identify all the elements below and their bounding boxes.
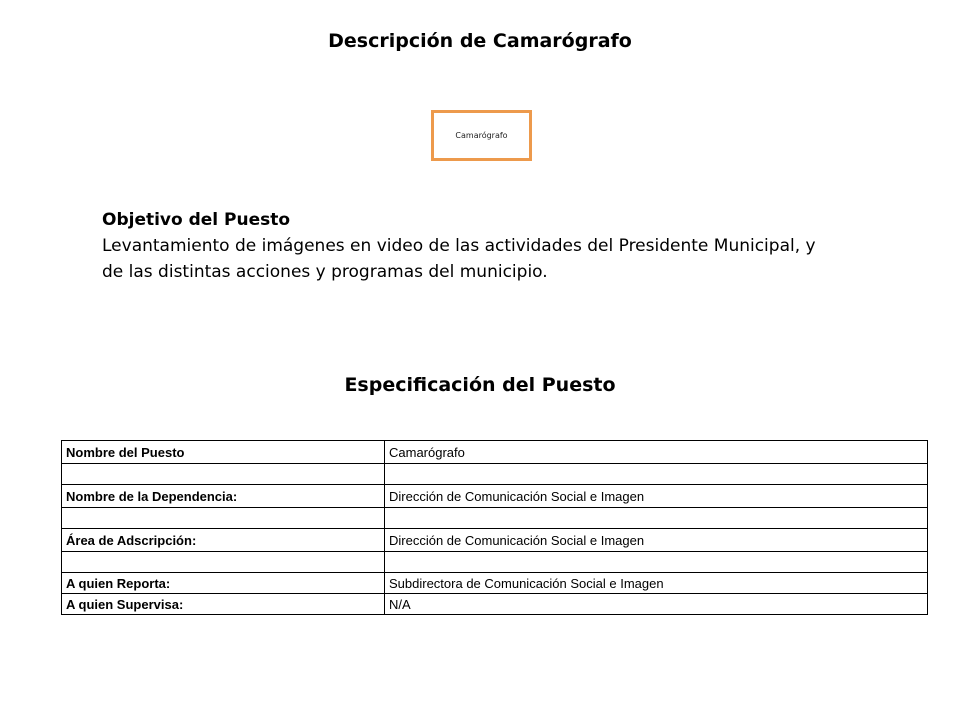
table-row bbox=[62, 594, 928, 615]
objective-text-line-1: Levantamiento de imágenes en video de las actividades del Presidente Municipal, y bbox=[102, 236, 816, 256]
objective-text-line-2: de las distintas acciones y programas del municipio. bbox=[102, 262, 548, 282]
table-row bbox=[62, 552, 928, 573]
row-value bbox=[385, 508, 928, 529]
row-label: Nombre de la Dependencia: bbox=[62, 485, 385, 508]
row-value bbox=[385, 464, 928, 485]
row-label bbox=[62, 464, 385, 485]
table-row bbox=[62, 485, 928, 508]
page-title: Descripción de Camarógrafo bbox=[328, 30, 632, 52]
row-value: Dirección de Comunicación Social e Imagen bbox=[385, 529, 928, 552]
table-row bbox=[62, 508, 928, 529]
row-value: N/A bbox=[385, 594, 928, 615]
org-chart-box-label: Camarógrafo bbox=[455, 131, 508, 140]
objective-heading: Objetivo del Puesto bbox=[102, 210, 291, 230]
row-label: Área de Adscripción: bbox=[62, 529, 385, 552]
table-row bbox=[62, 573, 928, 594]
table-row bbox=[62, 441, 928, 464]
table-row bbox=[62, 464, 928, 485]
org-chart-box bbox=[431, 110, 532, 161]
row-label: A quien Supervisa: bbox=[62, 594, 385, 615]
objective-section bbox=[102, 207, 942, 285]
row-label bbox=[62, 552, 385, 573]
spec-table bbox=[61, 440, 928, 615]
row-value bbox=[385, 552, 928, 573]
row-label: A quien Reporta: bbox=[62, 573, 385, 594]
row-value: Subdirectora de Comunicación Social e Imagen bbox=[385, 573, 928, 594]
row-value: Camarógrafo bbox=[385, 441, 928, 464]
spec-title: Especificación del Puesto bbox=[344, 374, 616, 396]
table-row bbox=[62, 529, 928, 552]
row-label bbox=[62, 508, 385, 529]
row-value: Dirección de Comunicación Social e Imagen bbox=[385, 485, 928, 508]
row-label: Nombre del Puesto bbox=[62, 441, 385, 464]
